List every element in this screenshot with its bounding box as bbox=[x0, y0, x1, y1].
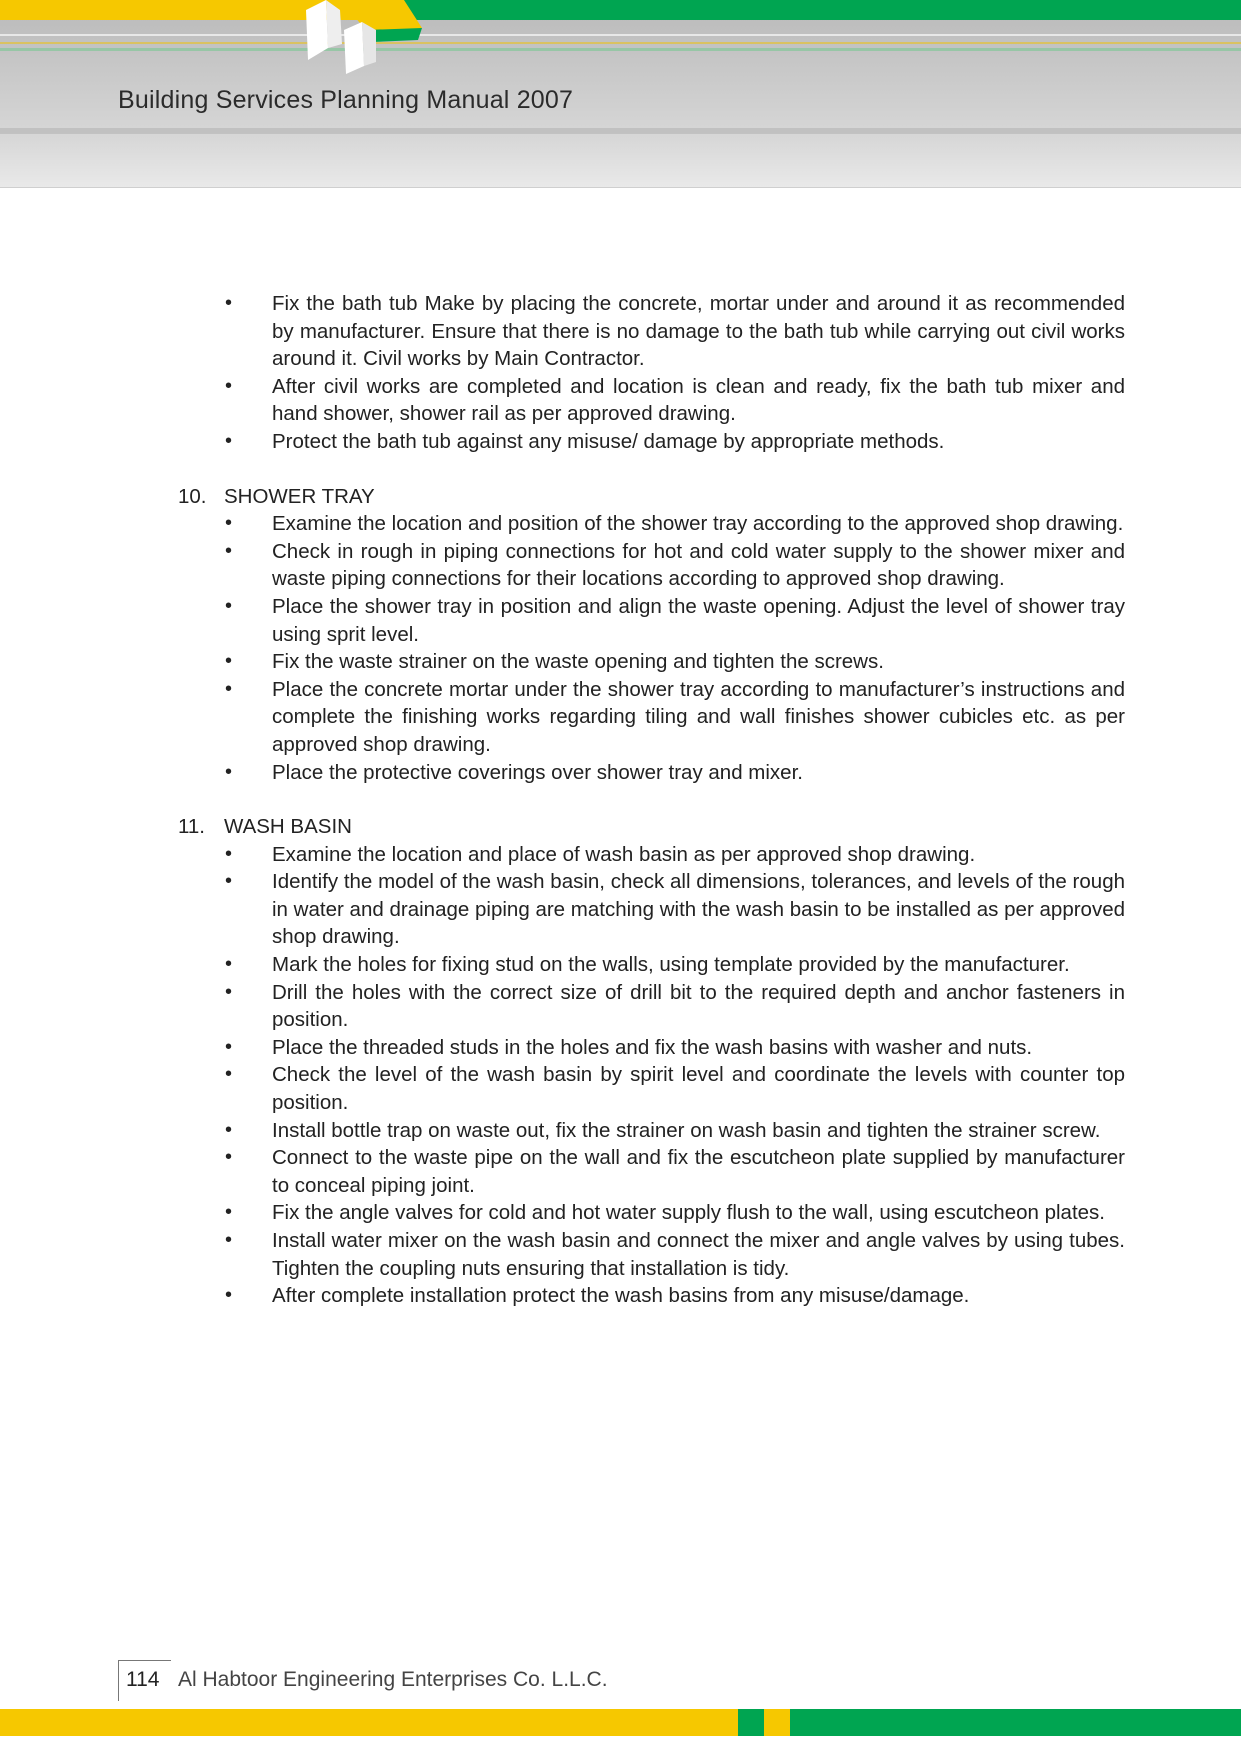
list-item: • Connect to the waste pipe on the wall and fix the escutcheon plate supplied by manufacturer to conceal piping joint. bbox=[225, 1146, 1125, 1197]
bullet-icon: • bbox=[225, 1229, 233, 1251]
company-name: Al Habtoor Engineering Enterprises Co. L.L.C. bbox=[178, 1668, 608, 1691]
list-item: • Place the shower tray in position and align the waste opening. Adjust the level of shower tray using sprit level. bbox=[225, 594, 1125, 646]
bullet-icon: • bbox=[225, 842, 233, 865]
list-item: • Fix the bath tub Make by placing the concrete, mortar under and around it as recommended by manufacturer. Ensure that there is no damage to the bath tub while carrying out civil works around it. Civil works by Main Contractor. bbox=[225, 292, 1125, 371]
section-wash-basin bbox=[170, 813, 1125, 1310]
bullet-icon: • bbox=[225, 374, 233, 397]
folded-paper-logo-icon bbox=[296, 0, 436, 80]
bullet-icon: • bbox=[225, 1035, 233, 1058]
bullet-icon: • bbox=[225, 1118, 233, 1141]
list-item: • Mark the holes for fixing stud on the walls, using template provided by the manufacturer. bbox=[170, 951, 1125, 979]
bullet-icon: • bbox=[225, 594, 233, 617]
section-shower-tray bbox=[170, 483, 1125, 787]
section-number: 11. bbox=[178, 815, 205, 839]
bullet-icon: • bbox=[225, 650, 233, 673]
list-item: • Fix the waste strainer on the waste opening and tighten the screws. bbox=[170, 648, 1125, 676]
bullet-icon: • bbox=[225, 870, 233, 893]
bullet-icon: • bbox=[225, 539, 233, 562]
header-rule bbox=[0, 34, 1241, 36]
bullet-icon: • bbox=[225, 1063, 233, 1086]
list-item: • Place the threaded studs in the holes and fix the wash basins with washer and nuts. bbox=[170, 1034, 1125, 1062]
footer-green-block bbox=[738, 1709, 764, 1736]
list-item: • Fix the angle valves for cold and hot water supply flush to the wall, using escutcheon plates. bbox=[170, 1199, 1125, 1227]
list-item: • Identify the model of the wash basin, check all dimensions, tolerances, and levels of the rough in water and drainage piping are matching with the wash basin to be installed as per approved shop drawing. bbox=[225, 870, 1125, 949]
section-heading bbox=[170, 483, 1125, 511]
wash-basin-bullets bbox=[170, 841, 1125, 1310]
page-header bbox=[0, 0, 1241, 188]
bullet-icon: • bbox=[225, 953, 233, 976]
shower-tray-bullets bbox=[170, 510, 1125, 786]
section-title: WASH BASIN bbox=[224, 815, 352, 839]
header-green-band bbox=[400, 0, 1241, 20]
bullet-icon: • bbox=[225, 429, 233, 452]
list-item: • Protect the bath tub against any misuse/ damage by appropriate methods. bbox=[170, 428, 1125, 456]
bullet-icon: • bbox=[225, 1284, 233, 1307]
footer-yellow-band bbox=[0, 1709, 738, 1736]
manual-title: Building Services Planning Manual 2007 bbox=[118, 86, 574, 114]
footer-yellow-gap bbox=[764, 1709, 772, 1736]
footer-green-band bbox=[790, 1709, 1241, 1736]
bullet-icon: • bbox=[225, 1201, 233, 1224]
list-item: • Drill the holes with the correct size of drill bit to the required depth and anchor fasteners in position. bbox=[225, 980, 1125, 1032]
header-rule-green bbox=[0, 48, 1241, 51]
bullet-icon: • bbox=[225, 1146, 233, 1169]
list-item: • Check in rough in piping connections for hot and cold water supply to the shower mixer and waste piping connections for their locations according to approved shop drawing. bbox=[225, 539, 1125, 591]
bullet-icon: • bbox=[225, 677, 233, 700]
section-heading bbox=[170, 813, 1125, 841]
list-item: • Check the level of the wash basin by spirit level and coordinate the levels with counter top position. bbox=[225, 1063, 1125, 1115]
list-item: • Examine the location and position of the shower tray according to the approved shop drawing. bbox=[170, 510, 1125, 538]
footer-yellow-block bbox=[772, 1709, 790, 1736]
list-item: • After civil works are completed and location is clean and ready, fix the bath tub mixer and hand shower, shower rail as per approved drawing. bbox=[225, 374, 1125, 426]
list-item: • After complete installation protect the wash basins from any misuse/damage. bbox=[170, 1282, 1125, 1310]
header-rule-yellow bbox=[0, 42, 1241, 44]
bullet-icon: • bbox=[225, 760, 233, 783]
list-item: • Install bottle trap on waste out, fix the strainer on wash basin and tighten the strainer screw. bbox=[170, 1117, 1125, 1145]
section-number: 10. bbox=[178, 484, 207, 508]
document-body bbox=[170, 290, 1125, 1310]
bullet-icon: • bbox=[225, 512, 233, 535]
list-item: • Place the protective coverings over shower tray and mixer. bbox=[170, 759, 1125, 787]
list-item: • Place the concrete mortar under the shower tray according to manufacturer’s instructions and complete the finishing works regarding tiling and wall finishes shower cubicles etc. as per approved shop drawing. bbox=[225, 677, 1125, 756]
list-item: • Install water mixer on the wash basin and connect the mixer and angle valves by using tubes. Tighten the coupling nuts ensuring that installation is tidy. bbox=[225, 1229, 1125, 1280]
page-number: 114 bbox=[126, 1668, 160, 1691]
list-item: • Examine the location and place of wash basin as per approved shop drawing. bbox=[170, 841, 1125, 869]
bath-tub-bullets bbox=[170, 290, 1125, 456]
bullet-icon: • bbox=[225, 292, 233, 314]
section-title: SHOWER TRAY bbox=[224, 484, 375, 508]
header-grey-band bbox=[0, 128, 1241, 134]
bullet-icon: • bbox=[225, 980, 233, 1003]
